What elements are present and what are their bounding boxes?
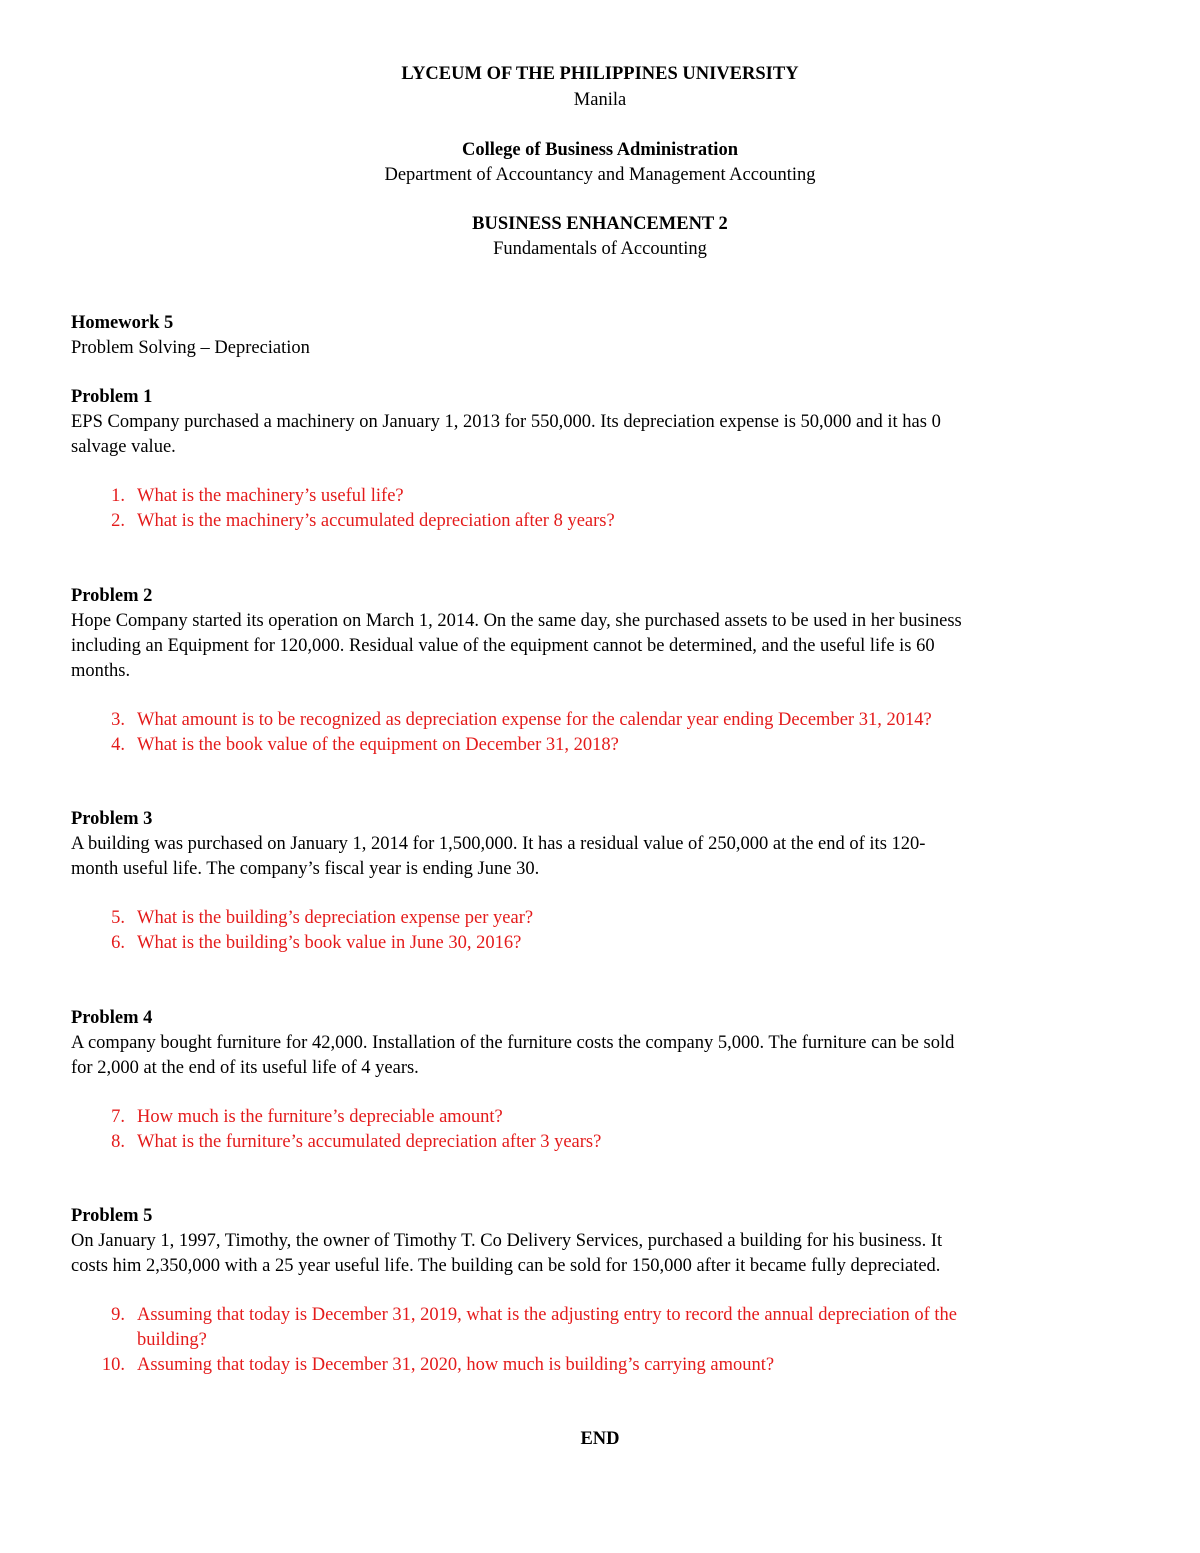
question-text: How much is the furniture’s depreciable amount? bbox=[137, 1107, 503, 1127]
question-number: 8. bbox=[111, 1132, 125, 1152]
question-number: 4. bbox=[111, 735, 125, 755]
end-marker: END bbox=[580, 1429, 620, 1449]
problem-2-line-2: including an Equipment for 120,000. Residual value of the equipment cannot be determined, and the useful life is 60 bbox=[71, 636, 935, 656]
college-name: College of Business Administration bbox=[462, 140, 738, 160]
question-number: 7. bbox=[111, 1107, 125, 1127]
question-number: 9. bbox=[111, 1305, 125, 1325]
problem-3-line-1: A building was purchased on January 1, 2014 for 1,500,000. It has a residual value of 250,000 at the end of its 120- bbox=[71, 834, 926, 854]
problem-2-line-3: months. bbox=[71, 661, 131, 681]
question-number: 1. bbox=[111, 486, 125, 506]
campus-name: Manila bbox=[573, 90, 627, 110]
question-text: What amount is to be recognized as depreciation expense for the calendar year ending December 31, 2014? bbox=[137, 710, 932, 730]
problem-1-line-2: salvage value. bbox=[71, 437, 176, 457]
question-text: What is the building’s book value in June 30, 2016? bbox=[137, 933, 522, 953]
question-text: What is the book value of the equipment on December 31, 2018? bbox=[137, 735, 619, 755]
homework-title: Homework 5 bbox=[71, 313, 174, 333]
problem-4-line-2: for 2,000 at the end of its useful life of 4 years. bbox=[71, 1058, 419, 1078]
department-name: Department of Accountancy and Management Accounting bbox=[384, 165, 816, 185]
question-text-line-2: building? bbox=[137, 1330, 207, 1350]
problem-3-title: Problem 3 bbox=[71, 809, 153, 829]
problem-1-line-1: EPS Company purchased a machinery on January 1, 2013 for 550,000. Its depreciation expense is 50,000 and it has 0 bbox=[71, 412, 941, 432]
problem-2-title: Problem 2 bbox=[71, 586, 153, 606]
question-text: What is the furniture’s accumulated depreciation after 3 years? bbox=[137, 1132, 602, 1152]
problem-3-line-2: month useful life. The company’s fiscal year is ending June 30. bbox=[71, 859, 540, 879]
question-number: 6. bbox=[111, 933, 125, 953]
problem-2-line-1: Hope Company started its operation on March 1, 2014. On the same day, she purchased assets to be used in her business bbox=[71, 611, 962, 631]
question-text: What is the machinery’s useful life? bbox=[137, 486, 404, 506]
problem-5-title: Problem 5 bbox=[71, 1206, 153, 1226]
problem-4-title: Problem 4 bbox=[71, 1008, 153, 1028]
question-number: 5. bbox=[111, 908, 125, 928]
homework-subtitle: Problem Solving – Depreciation bbox=[71, 338, 310, 358]
question-text-line-1: Assuming that today is December 31, 2019, what is the adjusting entry to record the annual depreciation of the bbox=[137, 1305, 957, 1325]
question-text: What is the building’s depreciation expense per year? bbox=[137, 908, 534, 928]
problem-4-line-1: A company bought furniture for 42,000. Installation of the furniture costs the company 5,000. The furniture can be sold bbox=[71, 1033, 955, 1053]
question-9 bbox=[95, 1303, 1135, 1353]
question-text: What is the machinery’s accumulated depreciation after 8 years? bbox=[137, 511, 615, 531]
problem-5-line-1: On January 1, 1997, Timothy, the owner of Timothy T. Co Delivery Services, purchased a building for his business. It bbox=[71, 1231, 943, 1251]
question-number: 3. bbox=[111, 710, 125, 730]
problem-1-title: Problem 1 bbox=[71, 387, 153, 407]
question-number: 2. bbox=[111, 511, 125, 531]
course-title: Fundamentals of Accounting bbox=[493, 239, 707, 259]
course-code: BUSINESS ENHANCEMENT 2 bbox=[472, 214, 728, 234]
problem-5-line-2: costs him 2,350,000 with a 25 year useful life. The building can be sold for 150,000 after it became fully depreciated. bbox=[71, 1256, 941, 1276]
question-text: Assuming that today is December 31, 2020, how much is building’s carrying amount? bbox=[137, 1355, 775, 1375]
question-number: 10. bbox=[101, 1355, 125, 1375]
university-name: LYCEUM OF THE PHILIPPINES UNIVERSITY bbox=[401, 64, 799, 84]
